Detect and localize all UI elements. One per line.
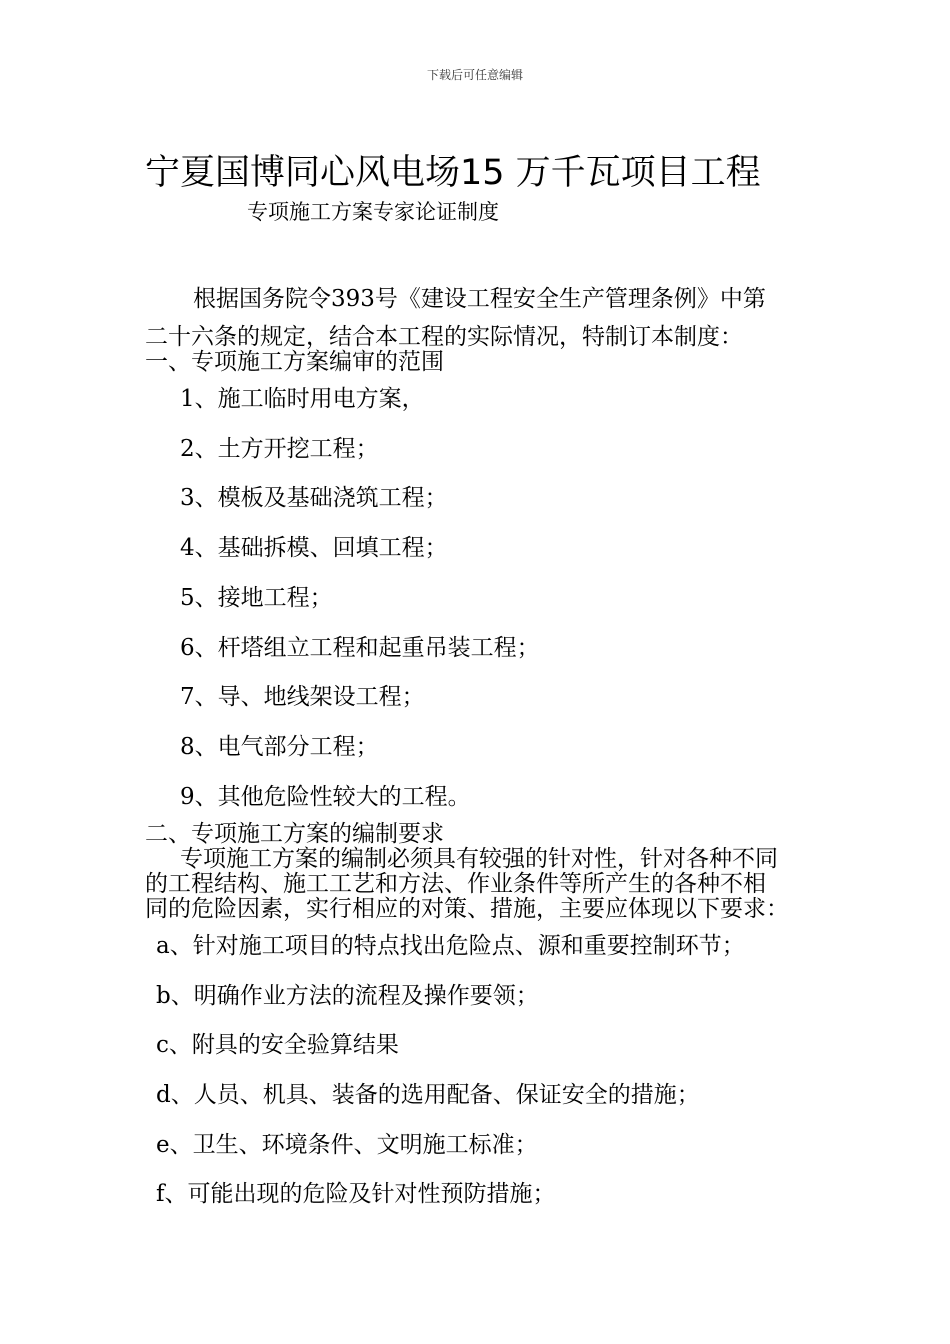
intro-line-2: 二十六条的规定，结合本工程的实际情况，特制订本制度： [145, 324, 743, 350]
section-2-heading: 二、专项施工方案的编制要求 [145, 821, 444, 847]
section-2-body-line-2: 的工程结构、施工工艺和方法、作业条件等所产生的各种不相 [145, 871, 766, 897]
intro-line-1: 根据国务院令393号《建设工程安全生产管理条例》中第 [193, 286, 766, 312]
requirement-d: d、人员、机具、装备的选用配备、保证安全的措施； [156, 1082, 700, 1108]
scope-item-6: 6、杆塔组立工程和起重吊装工程； [180, 635, 540, 661]
scope-item-1: 1、施工临时用电方案， [180, 386, 425, 412]
requirement-a: a、针对施工项目的特点找出危险点、源和重要控制环节； [156, 933, 745, 959]
requirement-c: c、附具的安全验算结果 [156, 1032, 399, 1058]
scope-item-3: 3、模板及基础浇筑工程； [180, 485, 448, 511]
header-note: 下载后可任意编辑 [426, 68, 523, 82]
scope-item-2: 2、土方开挖工程； [180, 436, 379, 462]
section-2-body-line-1: 专项施工方案的编制必须具有较强的针对性，针对各种不同 [180, 846, 778, 872]
scope-item-5: 5、接地工程； [180, 585, 333, 611]
scope-item-7: 7、导、地线架设工程； [180, 684, 425, 710]
document-subtitle: 专项施工方案专家论证制度 [247, 200, 499, 224]
document-title: 宁夏国博同心风电场15 万千瓦项目工程 [145, 153, 761, 193]
scope-item-8: 8、电气部分工程； [180, 734, 379, 760]
requirement-b: b、明确作业方法的流程及操作要领； [156, 983, 539, 1009]
scope-item-9: 9、其他危险性较大的工程。 [180, 784, 471, 810]
section-2-body-line-3: 同的危险因素，实行相应的对策、措施，主要应体现以下要求： [145, 896, 789, 922]
requirement-e: e、卫生、环境条件、文明施工标准； [156, 1132, 538, 1158]
scope-item-4: 4、基础拆模、回填工程； [180, 535, 448, 561]
section-1-heading: 一、专项施工方案编审的范围 [145, 349, 444, 375]
requirement-f: f、可能出现的危险及针对性预防措施； [156, 1181, 556, 1207]
